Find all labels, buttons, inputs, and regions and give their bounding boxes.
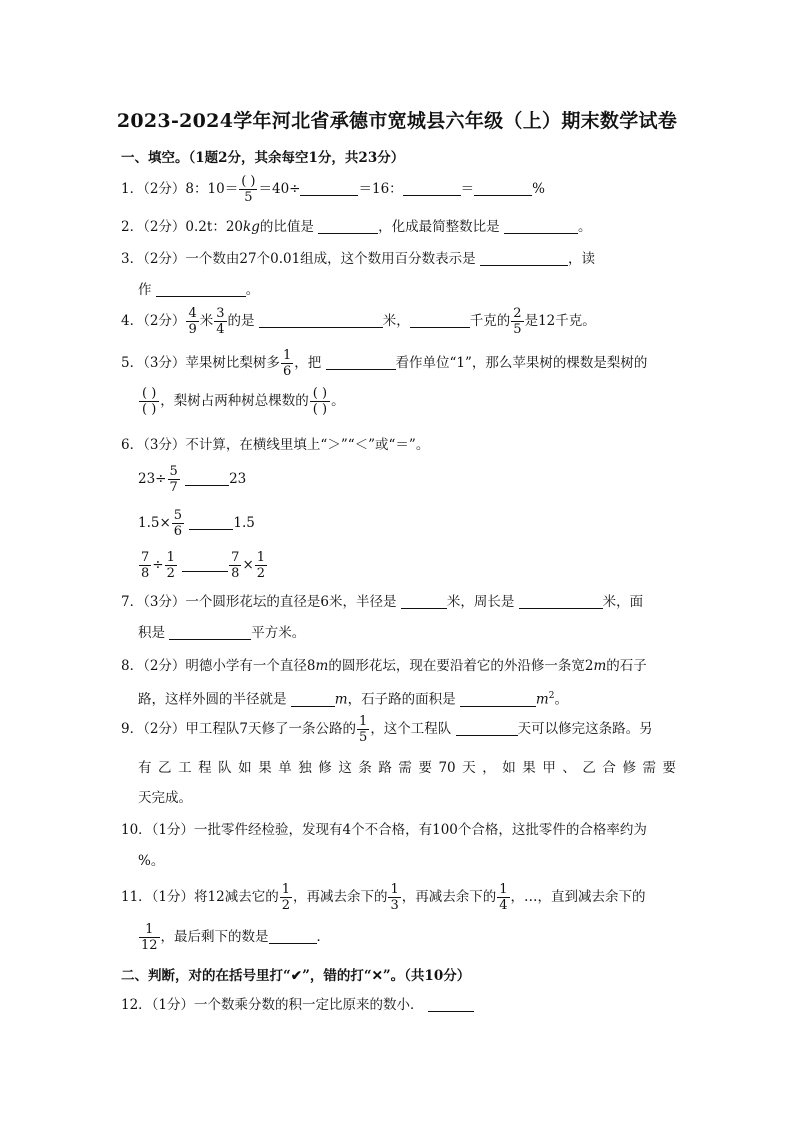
question-6: 6．（3分）不计算，在横线里填上“＞”“＜”或“＝”。 <box>121 437 430 453</box>
compare-item-a: 23÷ $\frac{5}{7}$ 23 <box>138 464 247 495</box>
question-8: 8．（2分）明德小学有一个直径8m的圆形花坛，现在要沿着它的外沿修一条宽2m的石子 <box>121 658 647 674</box>
answer-blank[interactable] <box>504 218 578 234</box>
question-5-cont: $\frac{( )}{( )}$ ，梨树占两种树总棵数的 $\frac{( )}{( )}$ 。 <box>138 386 345 417</box>
blank-fraction[interactable]: $\frac{( )}{( )}$ <box>310 386 330 417</box>
question-5: 5．（3分）苹果树比梨树多 $\frac{1}{6}$ ，把 看作单位“1”，那么苹果树的棵数是梨树的 <box>121 348 648 379</box>
answer-blank[interactable] <box>318 218 378 234</box>
answer-blank[interactable] <box>401 593 447 609</box>
answer-blank[interactable] <box>189 514 233 530</box>
question-12: 12．（1分）一个数乘分数的积一定比原来的数小． <box>121 995 474 1015</box>
answer-blank[interactable] <box>403 180 461 196</box>
answer-blank[interactable] <box>259 312 383 328</box>
question-4: 4．（2分） $\frac{4}{9}$ 米 $\frac{3}{4}$ 的是 米， 千克的 $\frac{2}{5}$ 是12千克。 <box>121 306 596 337</box>
question-10-cont: %。 <box>138 853 165 869</box>
question-11-cont: $\frac{1}{12}$ ，最后剩下的数是 ． <box>141 922 331 953</box>
answer-blank[interactable] <box>169 624 251 640</box>
answer-blank[interactable] <box>326 354 396 370</box>
question-7: 7．（3分）一个圆形花坛的直径是6米，半径是 米，周长是 米，面 <box>121 594 644 610</box>
question-7-cont: 积是 平方米。 <box>138 625 306 641</box>
blank-fraction[interactable]: $\frac{( )}{( )}$ <box>139 386 159 417</box>
answer-blank[interactable] <box>519 593 603 609</box>
question-9-end: 天完成。 <box>138 790 192 806</box>
answer-blank[interactable] <box>480 250 568 266</box>
answer-blank[interactable] <box>474 180 532 196</box>
answer-blank[interactable] <box>269 928 317 944</box>
answer-blank[interactable] <box>460 691 536 707</box>
answer-blank[interactable] <box>410 312 470 328</box>
section-2-heading: 二、判断，对的在括号里打“✔”，错的打“✕”。（共10分） <box>121 968 471 984</box>
answer-blank[interactable] <box>185 470 229 486</box>
fraction: $\frac{( )}{5}$ <box>241 174 256 205</box>
answer-blank[interactable] <box>456 720 518 736</box>
answer-blank[interactable] <box>291 691 335 707</box>
section-1-heading: 一、填空。（1题2分，其余每空1分，共23分） <box>121 150 405 166</box>
question-3: 3．（2分）一个数由27个0.01组成，这个数用百分数表示是 ，读 <box>121 251 595 267</box>
compare-item-c: $\frac{7}{8}$ ÷ $\frac{1}{2}$ $\frac{7}{8}$ × $\frac{1}{2}$ <box>141 550 266 581</box>
question-1: 1．（2分）8：10＝ $\frac{( )}{5}$ ＝40÷ ＝16： ＝ % <box>121 174 545 205</box>
question-8-cont: 路，这样外圆的半径就是 m，石子路的面积是 $m^2$。 <box>138 691 568 708</box>
question-11: 11．（1分）将12减去它的 $\frac{1}{2}$ ，再减去余下的 $\frac{1}{3}$ ，再减去余下的 $\frac{1}{4}$ ，…，直到减去余下的 <box>121 882 646 913</box>
question-9: 9．（2分）甲工程队7天修了一条公路的 $\frac{1}{5}$ ，这个工程队 天可以修完这条路。另 <box>121 714 653 745</box>
answer-blank[interactable] <box>182 556 228 572</box>
exam-title: 2023-2024学年河北省承德市宽城县六年级（上）期末数学试卷 <box>116 110 678 132</box>
question-3-cont: 作 。 <box>138 282 260 298</box>
answer-blank[interactable] <box>300 180 358 196</box>
question-2: 2．（2分）0.2t：20kg的比值是 ，化成最简整数比是 。 <box>121 219 592 235</box>
question-9-cont: 有 乙 工 程 队 如 果 单 独 修 这 条 路 需 要 70 天 ， 如 果 甲 、 乙 合 修 需 要 <box>138 760 676 776</box>
compare-item-b: 1.5× $\frac{5}{6}$ 1.5 <box>138 508 255 539</box>
question-10: 10．（1分）一批零件经检验，发现有4个不合格，有100个合格，这批零件的合格率约为 <box>121 822 647 838</box>
answer-blank[interactable] <box>156 281 246 297</box>
answer-blank[interactable] <box>428 996 474 1012</box>
